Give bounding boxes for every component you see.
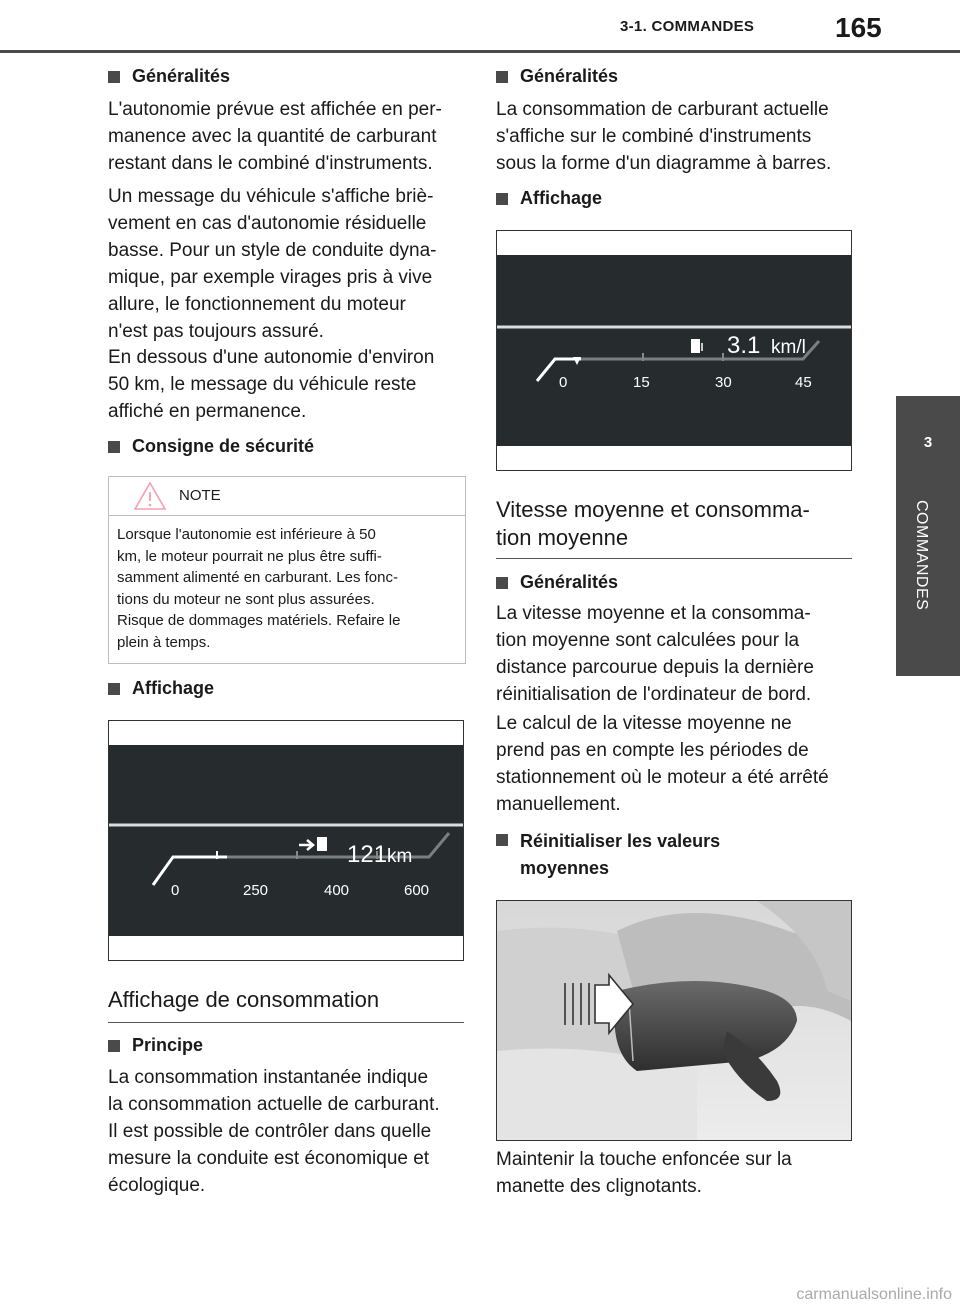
consumption-value: 3.1 <box>727 332 761 359</box>
heading-safety: Consigne de sécurité <box>108 436 314 457</box>
heading-general-2: Généralités <box>496 572 618 593</box>
gauge-tick-label: 30 <box>715 374 732 391</box>
gauge-tick-label: 15 <box>633 374 650 391</box>
heading-display-left: Affichage <box>108 678 214 699</box>
paragraph-caption: Maintenir la touche enfoncée sur la manette des clignotants. <box>496 1149 792 1197</box>
fuel-pump-icon <box>691 339 702 353</box>
bullet-square-icon <box>496 834 508 846</box>
bullet-square-icon <box>496 193 508 205</box>
heading-general-right: Généralités <box>496 66 618 87</box>
paragraph: L'autonomie prévue est affichée en per- manence avec la quantité de carburant restant dans le combiné d'instruments. <box>108 99 442 174</box>
watermark: carmanualsonline.info <box>796 1286 952 1303</box>
bullet-square-icon <box>108 71 120 83</box>
paragraph: La vitesse moyenne et la consomma- tion moyenne sont calculées pour la distance parcourue depuis la dernière réinitialisation de l'ordinateur de bord. <box>496 603 814 705</box>
gauge-tick-label: 400 <box>324 882 350 899</box>
heading-display-right: Affichage <box>496 188 602 209</box>
header-divider <box>0 50 960 53</box>
heading-principle: Principe <box>108 1035 203 1056</box>
note-text: Lorsque l'autonomie est inférieure à 50 km, le moteur pourrait ne plus être suffi- samment alimenté en carburant. Les fonc- tions du moteur ne sont plus assurées. Risque de dommages matériels. Refaire le plein à temps. <box>117 526 401 651</box>
bullet-square-icon <box>496 71 508 83</box>
consumption-gauge <box>497 255 851 446</box>
gauge-tick-label: 0 <box>171 882 180 899</box>
gauge-tick-label: 600 <box>404 882 430 899</box>
fuel-range-icon <box>299 837 327 851</box>
bullet-square-icon <box>108 441 120 453</box>
range-unit: km <box>387 846 413 867</box>
bullet-square-icon <box>108 1040 120 1052</box>
paragraph: La consommation de carburant actuelle s'affiche sur le combiné d'instruments sous la forme d'un diagramme à barres. <box>496 99 832 174</box>
section-title: 3-1. COMMANDES <box>620 18 755 35</box>
paragraph: En dessous d'une autonomie d'environ 50 km, le message du véhicule reste affiché en permanence. <box>108 347 435 422</box>
section-heading-average: Vitesse moyenne et consomma- tion moyenne <box>496 496 852 559</box>
note-title: NOTE <box>179 487 221 504</box>
gauge-tick-label: 250 <box>243 882 269 899</box>
chapter-tab-label: COMMANDES <box>913 500 930 611</box>
section-heading-consumption: Affichage de consommation <box>108 986 464 1023</box>
gauge-tick-label: 45 <box>795 374 812 391</box>
heading-reset: Réinitialiser les valeurs moyennes <box>496 828 720 882</box>
range-display-figure <box>108 720 464 961</box>
consumption-display-figure <box>496 230 852 471</box>
bullet-square-icon <box>108 683 120 695</box>
consumption-unit: km/l <box>771 337 806 358</box>
paragraph: Un message du véhicule s'affiche briè- vement en cas d'autonomie résiduelle basse. Pour un style de conduite dyna- mique, par exemple virages pris à vive allure, le fonctionnement du moteur n'est pas toujours assuré. <box>108 186 437 342</box>
range-gauge <box>109 745 463 936</box>
heading-general-left: Généralités <box>108 66 230 87</box>
page-number: 165 <box>835 12 882 43</box>
chapter-tab-number: 3 <box>923 434 933 451</box>
note-box <box>108 476 466 664</box>
bullet-square-icon <box>496 577 508 589</box>
gauge-tick-label: 0 <box>559 374 568 391</box>
paragraph: Le calcul de la vitesse moyenne ne prend pas en compte les périodes de stationnement où le moteur a été arrêté manuellement. <box>496 713 829 815</box>
paragraph: La consommation instantanée indique la consommation actuelle de carburant. Il est possible de contrôler dans quelle mesure la conduite est économique et écologique. <box>108 1067 440 1196</box>
warning-icon <box>133 481 167 511</box>
range-value: 121 <box>347 841 388 868</box>
turn-signal-stalk-figure <box>496 900 852 1141</box>
stalk-illustration <box>497 901 851 1140</box>
